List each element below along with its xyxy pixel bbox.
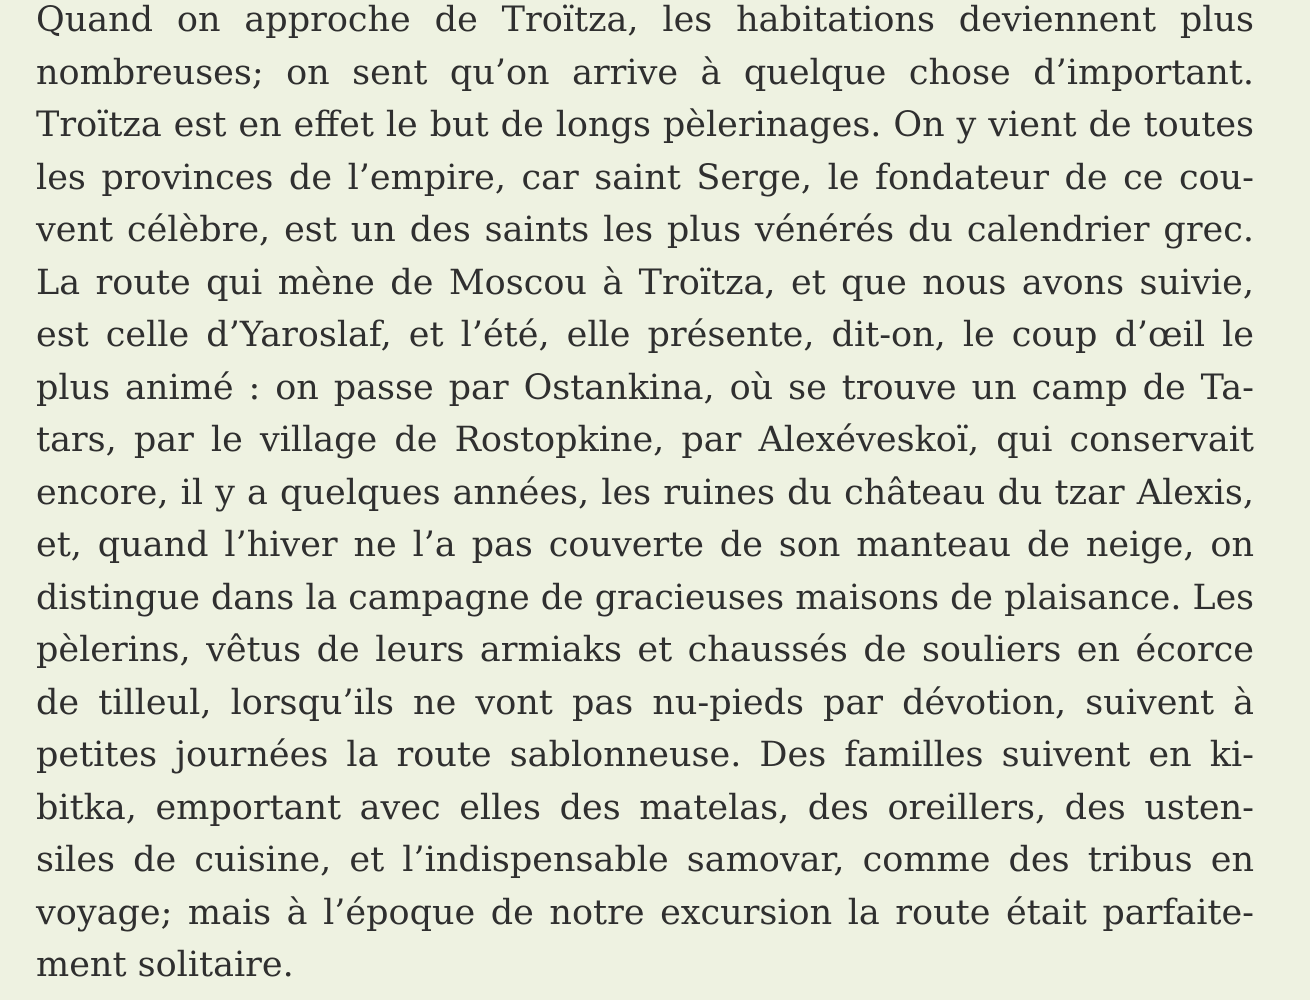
text-line-4: les provinces de l’empire, car saint Serge, le fondateur de ce cou-	[36, 157, 1254, 198]
text-line-5: vent célèbre, est un des saints les plus vénérés du calendrier grec.	[36, 210, 1254, 250]
text-line-2: nombreuses; on sent qu’on arrive à quelque chose d’important.	[36, 52, 1254, 93]
text-line-15: petites journées la route sablonneuse. Des familles suivent en ki-	[36, 735, 1254, 775]
text-line-1: Quand on approche de Troïtza, les habitations deviennent plus	[36, 0, 1254, 40]
text-line-10: encore, il y a quelques années, les ruines du château du tzar Alexis,	[36, 472, 1254, 513]
text-line-11: et, quand l’hiver ne l’a pas couverte de son manteau de neige, on	[36, 525, 1254, 565]
text-line-18: voyage; mais à l’époque de notre excursion la route était parfaite-	[36, 892, 1254, 933]
text-line-8: plus animé : on passe par Ostankina, où se trouve un camp de Ta-	[36, 367, 1254, 408]
text-line-19: ment solitaire.	[36, 945, 294, 985]
text-line-7: est celle d’Yaroslaf, et l’été, elle présente, dit-on, le coup d’œil le	[36, 315, 1254, 355]
text-line-16: bitka, emportant avec elles des matelas, des oreillers, des usten-	[36, 787, 1254, 828]
text-line-3: Troïtza est en effet le but de longs pèlerinages. On y vient de toutes	[36, 105, 1254, 145]
body-paragraph	[36, 0, 1254, 992]
text-line-6: La route qui mène de Moscou à Troïtza, et que nous avons suivie,	[36, 262, 1254, 303]
text-line-14: de tilleul, lorsqu’ils ne vont pas nu-pieds par dévotion, suivent à	[36, 682, 1254, 723]
text-line-17: siles de cuisine, et l’indispensable samovar, comme des tribus en	[36, 840, 1254, 880]
text-line-13: pèlerins, vêtus de leurs armiaks et chaussés de souliers en écorce	[36, 630, 1254, 670]
text-line-9: tars, par le village de Rostopkine, par Alexéveskoï, qui conservait	[36, 420, 1254, 460]
text-line-12: distingue dans la campagne de gracieuses maisons de plaisance. Les	[36, 577, 1254, 618]
